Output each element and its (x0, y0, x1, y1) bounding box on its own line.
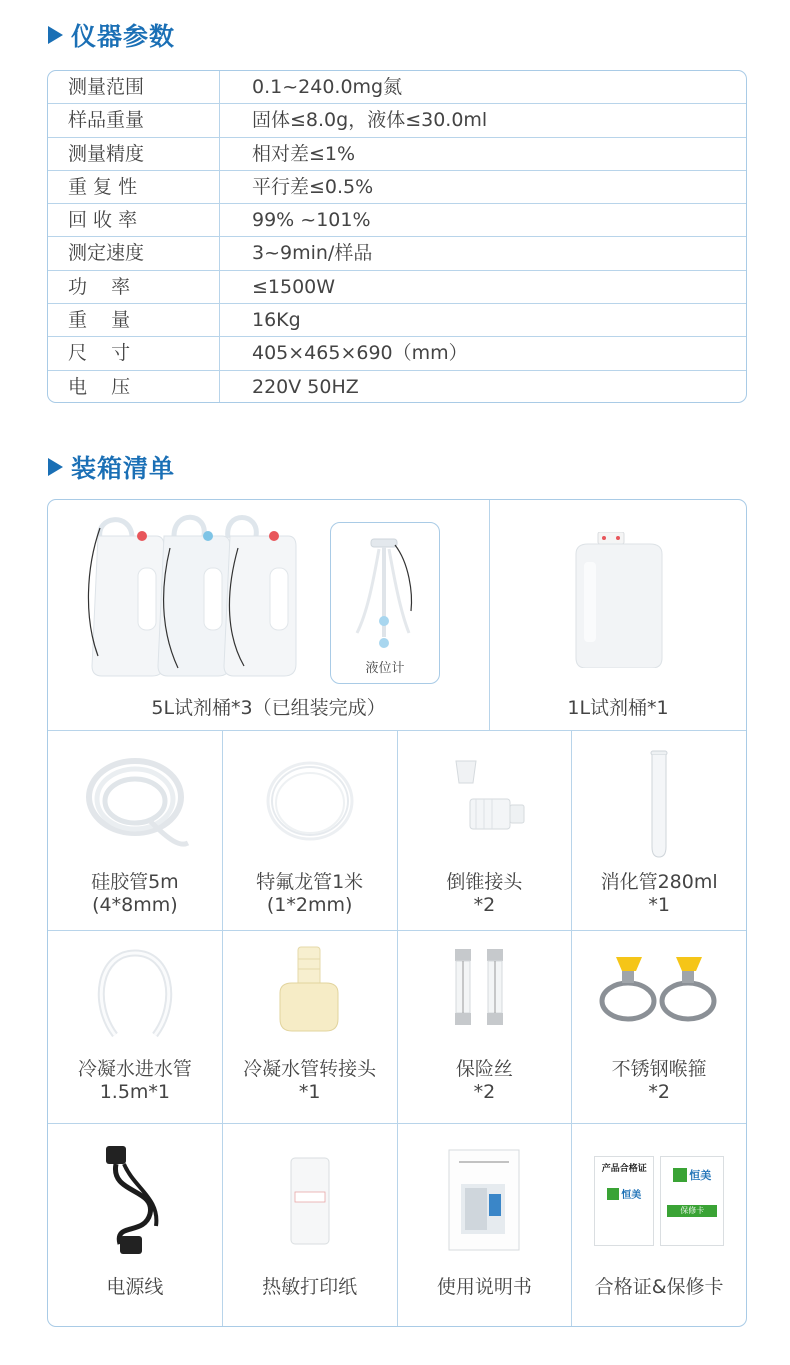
brand-logo (595, 1186, 653, 1201)
power-cord-image (100, 1144, 170, 1256)
spec-label: 测量精度 (48, 138, 220, 170)
item-caption: 硅胶管5m (4*8mm) (91, 871, 179, 916)
spec-label: 功 率 (48, 271, 220, 303)
spec-label: 样品重量 (48, 104, 220, 136)
level-gauge-inset (330, 522, 440, 684)
packing-item-teflon-tube (223, 731, 398, 930)
certificate-title: 产品合格证 (601, 1164, 647, 1174)
spec-label: 尺 寸 (48, 337, 220, 369)
triangle-bullet-icon (48, 26, 63, 44)
packing-row (48, 931, 746, 1124)
packing-list-grid (47, 499, 747, 1327)
spec-row (48, 371, 746, 403)
teflon-tube-image (260, 751, 360, 851)
reagent-barrels-image (78, 508, 328, 680)
spec-value: 16Kg (252, 309, 301, 332)
adapter-image (270, 945, 350, 1035)
spec-value: 相对差≤1% (252, 142, 356, 165)
spec-value: 固体≤8.0g，液体≤30.0ml (252, 109, 488, 132)
logo-text: 恒美 (621, 1190, 642, 1201)
packing-item-certificate-warranty (572, 1124, 746, 1326)
packing-title-text: 装箱清单 (71, 454, 176, 483)
spec-value: 220V 50HZ (252, 375, 359, 398)
thermal-paper-roll-image (285, 1154, 335, 1248)
logo-text: 恒美 (689, 1169, 712, 1182)
packing-item-power-cord (48, 1124, 223, 1326)
item-caption: 5L试剂桶*3（已组装完成） (151, 697, 386, 719)
triangle-bullet-icon (48, 458, 63, 476)
spec-row (48, 71, 746, 104)
spec-row (48, 337, 746, 370)
spec-row (48, 204, 746, 237)
spec-row (48, 171, 746, 204)
packing-row (48, 500, 746, 731)
spec-row (48, 304, 746, 337)
spec-value: 0.1~240.0mg氮 (252, 76, 403, 98)
spec-label: 重 量 (48, 304, 220, 336)
spec-row (48, 271, 746, 304)
specs-table (47, 70, 747, 403)
spec-value: 平行差≤0.5% (252, 175, 374, 198)
item-caption: 1L试剂桶*1 (567, 697, 669, 719)
fuse-image (449, 945, 519, 1035)
item-caption: 冷凝水进水管 1.5m*1 (77, 1058, 192, 1103)
spec-row (48, 138, 746, 171)
level-gauge-image (349, 533, 423, 653)
inlet-tube-image (85, 943, 185, 1043)
spec-label: 测定速度 (48, 237, 220, 269)
specs-title-text: 仪器参数 (71, 22, 176, 51)
hose-clamp-image (594, 953, 724, 1033)
packing-item-fuse (398, 931, 573, 1123)
silicone-tube-image (80, 751, 190, 851)
packing-item-condenser-inlet-tube (48, 931, 223, 1123)
packing-row (48, 731, 746, 931)
packing-item-condenser-adapter (223, 931, 398, 1123)
packing-item-1l-barrel (490, 500, 746, 730)
item-caption: 特氟龙管1米 (1*2mm) (256, 871, 364, 916)
spec-value: 3~9min/样品 (252, 242, 373, 265)
cone-connector-image (434, 755, 534, 845)
item-caption: 热敏打印纸 (262, 1276, 358, 1298)
packing-item-digestion-tube (572, 731, 746, 930)
certificate-card (594, 1156, 654, 1246)
item-caption: 保险丝 *2 (455, 1058, 513, 1103)
item-caption: 倒锥接头 *2 (446, 871, 523, 916)
brand-logo (661, 1167, 723, 1183)
item-caption: 合格证&保修卡 (594, 1276, 724, 1298)
item-caption: 电源线 (106, 1276, 164, 1298)
packing-item-user-manual (398, 1124, 573, 1326)
small-barrel-image (568, 532, 672, 668)
packing-section-title (48, 449, 175, 485)
item-caption: 冷凝水管转接头 *1 (243, 1058, 377, 1103)
level-gauge-label: 液位计 (365, 661, 405, 676)
spec-row (48, 104, 746, 137)
item-caption: 不锈钢喉箍 *2 (611, 1058, 707, 1103)
spec-value: 405×465×690（mm） (252, 342, 468, 365)
packing-item-cone-connector (398, 731, 573, 930)
spec-label: 测量范围 (48, 71, 220, 103)
warranty-label: 保修卡 (667, 1205, 717, 1217)
packing-item-hose-clamp (572, 931, 746, 1123)
packing-item-thermal-paper (223, 1124, 398, 1326)
packing-item-5l-barrels (48, 500, 490, 730)
packing-row (48, 1124, 746, 1326)
user-manual-image (447, 1148, 521, 1252)
logo-h-icon (607, 1188, 619, 1200)
spec-label: 电 压 (48, 371, 220, 403)
logo-h-icon (673, 1168, 687, 1182)
warranty-card (660, 1156, 724, 1246)
packing-item-silicone-tube (48, 731, 223, 930)
spec-row (48, 237, 746, 270)
spec-value: ≤1500W (252, 275, 336, 298)
spec-value: 99% ~101% (252, 209, 371, 232)
item-caption: 消化管280ml *1 (600, 871, 718, 916)
spec-label: 回 收 率 (48, 204, 220, 236)
item-caption: 使用说明书 (436, 1276, 532, 1298)
spec-label: 重 复 性 (48, 171, 220, 203)
digestion-tube-image (639, 749, 679, 861)
specs-section-title (48, 17, 175, 53)
